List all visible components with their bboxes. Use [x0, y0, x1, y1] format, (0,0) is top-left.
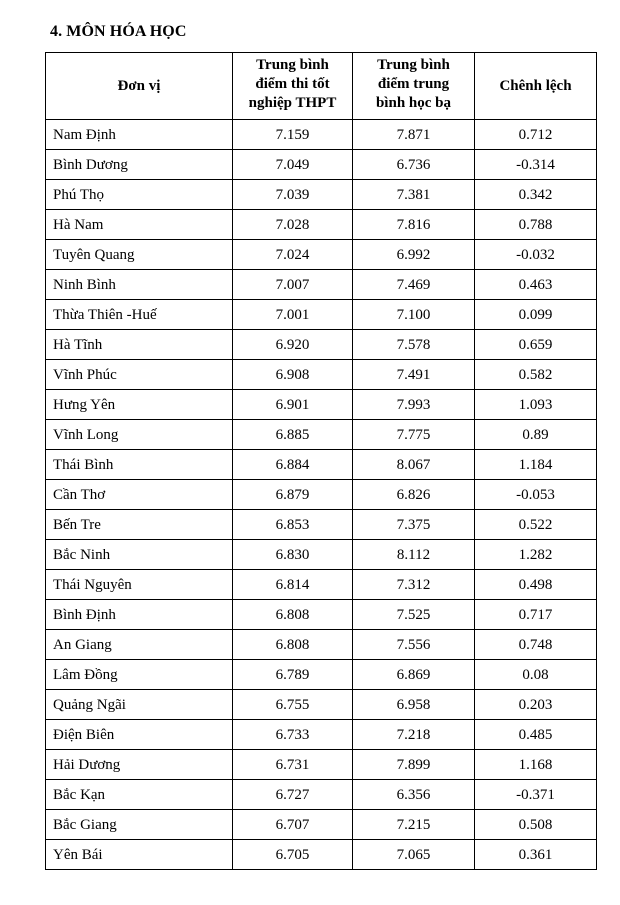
cell-transcript-average: 6.356: [353, 780, 475, 810]
cell-unit: Yên Bái: [46, 840, 233, 870]
cell-difference: 0.361: [475, 840, 597, 870]
cell-transcript-average: 7.215: [353, 810, 475, 840]
cell-difference: 0.498: [475, 570, 597, 600]
cell-difference: 0.788: [475, 210, 597, 240]
cell-exam-average: 6.733: [233, 720, 353, 750]
cell-exam-average: 7.039: [233, 180, 353, 210]
header-transcript-line: bình học bạ: [375, 95, 452, 111]
header-transcript-average: [353, 53, 475, 120]
table-row: [46, 840, 597, 870]
cell-exam-average: 6.901: [233, 390, 353, 420]
cell-exam-average: 6.830: [233, 540, 353, 570]
table-row: [46, 660, 597, 690]
cell-difference: 0.748: [475, 630, 597, 660]
cell-exam-average: 7.001: [233, 300, 353, 330]
table-row: [46, 330, 597, 360]
cell-unit: Bắc Giang: [46, 810, 233, 840]
table-row: [46, 420, 597, 450]
table-row: [46, 150, 597, 180]
cell-unit: Tuyên Quang: [46, 240, 233, 270]
cell-exam-average: 7.028: [233, 210, 353, 240]
table-row: [46, 780, 597, 810]
cell-transcript-average: 7.469: [353, 270, 475, 300]
cell-transcript-average: 7.775: [353, 420, 475, 450]
cell-transcript-average: 7.218: [353, 720, 475, 750]
cell-transcript-average: 6.736: [353, 150, 475, 180]
cell-unit: Bình Định: [46, 600, 233, 630]
cell-transcript-average: 7.100: [353, 300, 475, 330]
table-row: [46, 540, 597, 570]
cell-exam-average: 7.049: [233, 150, 353, 180]
cell-difference: 0.099: [475, 300, 597, 330]
header-difference: [475, 53, 597, 120]
cell-transcript-average: 7.556: [353, 630, 475, 660]
cell-difference: -0.314: [475, 150, 597, 180]
cell-unit: Vĩnh Long: [46, 420, 233, 450]
cell-difference: 0.712: [475, 120, 597, 150]
table-row: [46, 360, 597, 390]
cell-unit: Bình Dương: [46, 150, 233, 180]
cell-transcript-average: 7.816: [353, 210, 475, 240]
score-table: [45, 52, 597, 870]
table-row: [46, 180, 597, 210]
cell-transcript-average: 7.375: [353, 510, 475, 540]
document-title: 4. MÔN HÓA HỌC: [50, 23, 187, 40]
cell-difference: 0.203: [475, 690, 597, 720]
cell-transcript-average: 7.899: [353, 750, 475, 780]
cell-difference: 1.282: [475, 540, 597, 570]
header-exam-line: Trung bình: [256, 57, 329, 73]
header-exam-line: nghiệp THPT: [248, 95, 337, 111]
cell-difference: -0.032: [475, 240, 597, 270]
cell-difference: 0.08: [475, 660, 597, 690]
table-row: [46, 480, 597, 510]
cell-unit: An Giang: [46, 630, 233, 660]
cell-difference: 0.522: [475, 510, 597, 540]
cell-difference: -0.371: [475, 780, 597, 810]
cell-difference: 0.342: [475, 180, 597, 210]
cell-transcript-average: 6.958: [353, 690, 475, 720]
table-body: [46, 120, 597, 870]
table-row: [46, 300, 597, 330]
table-row: [46, 270, 597, 300]
cell-transcript-average: 7.312: [353, 570, 475, 600]
cell-transcript-average: 8.067: [353, 450, 475, 480]
table-row: [46, 450, 597, 480]
table-row: [46, 810, 597, 840]
header-row: [46, 53, 597, 120]
cell-exam-average: 6.808: [233, 600, 353, 630]
cell-unit: Bến Tre: [46, 510, 233, 540]
cell-unit: Hà Nam: [46, 210, 233, 240]
header-transcript-line: điểm trung: [377, 76, 450, 92]
cell-transcript-average: 7.993: [353, 390, 475, 420]
cell-transcript-average: 7.578: [353, 330, 475, 360]
cell-difference: 0.508: [475, 810, 597, 840]
table-row: [46, 630, 597, 660]
header-difference-label: Chênh lệch: [499, 77, 572, 94]
cell-exam-average: 6.731: [233, 750, 353, 780]
cell-exam-average: 6.920: [233, 330, 353, 360]
cell-difference: 0.485: [475, 720, 597, 750]
cell-transcript-average: 8.112: [353, 540, 475, 570]
cell-difference: 0.582: [475, 360, 597, 390]
table-row: [46, 600, 597, 630]
cell-exam-average: 6.705: [233, 840, 353, 870]
cell-unit: Hà Tĩnh: [46, 330, 233, 360]
cell-unit: Cần Thơ: [46, 480, 233, 510]
cell-unit: Quảng Ngãi: [46, 690, 233, 720]
table-row: [46, 120, 597, 150]
cell-unit: Lâm Đồng: [46, 660, 233, 690]
table-row: [46, 690, 597, 720]
cell-unit: Hưng Yên: [46, 390, 233, 420]
cell-exam-average: 6.755: [233, 690, 353, 720]
cell-unit: Ninh Bình: [46, 270, 233, 300]
cell-exam-average: 6.908: [233, 360, 353, 390]
cell-exam-average: 6.727: [233, 780, 353, 810]
cell-difference: 0.89: [475, 420, 597, 450]
cell-unit: Điện Biên: [46, 720, 233, 750]
cell-transcript-average: 7.381: [353, 180, 475, 210]
cell-unit: Bắc Ninh: [46, 540, 233, 570]
cell-unit: Thái Nguyên: [46, 570, 233, 600]
cell-exam-average: 6.885: [233, 420, 353, 450]
table-row: [46, 570, 597, 600]
table-row: [46, 210, 597, 240]
cell-transcript-average: 7.491: [353, 360, 475, 390]
cell-transcript-average: 6.869: [353, 660, 475, 690]
cell-difference: 1.168: [475, 750, 597, 780]
cell-transcript-average: 6.826: [353, 480, 475, 510]
table-row: [46, 390, 597, 420]
table-row: [46, 750, 597, 780]
cell-exam-average: 6.707: [233, 810, 353, 840]
cell-exam-average: 7.024: [233, 240, 353, 270]
cell-exam-average: 6.884: [233, 450, 353, 480]
cell-exam-average: 6.853: [233, 510, 353, 540]
cell-unit: Bắc Kạn: [46, 780, 233, 810]
header-unit-label: Đơn vị: [117, 77, 161, 94]
table-row: [46, 720, 597, 750]
cell-difference: 1.093: [475, 390, 597, 420]
cell-difference: 0.659: [475, 330, 597, 360]
cell-transcript-average: 6.992: [353, 240, 475, 270]
cell-exam-average: 7.007: [233, 270, 353, 300]
cell-exam-average: 7.159: [233, 120, 353, 150]
cell-unit: Vĩnh Phúc: [46, 360, 233, 390]
cell-exam-average: 6.814: [233, 570, 353, 600]
header-unit: [46, 53, 233, 120]
cell-exam-average: 6.808: [233, 630, 353, 660]
cell-unit: Hải Dương: [46, 750, 233, 780]
cell-unit: Thái Bình: [46, 450, 233, 480]
cell-transcript-average: 7.871: [353, 120, 475, 150]
cell-transcript-average: 7.525: [353, 600, 475, 630]
table-header: [46, 53, 597, 120]
cell-difference: -0.053: [475, 480, 597, 510]
cell-exam-average: 6.879: [233, 480, 353, 510]
cell-unit: Phú Thọ: [46, 180, 233, 210]
header-exam-line: điểm thi tốt: [255, 76, 330, 92]
cell-difference: 0.463: [475, 270, 597, 300]
cell-unit: Thừa Thiên -Huế: [46, 300, 233, 330]
header-exam-average: [233, 53, 353, 120]
cell-exam-average: 6.789: [233, 660, 353, 690]
cell-difference: 1.184: [475, 450, 597, 480]
cell-difference: 0.717: [475, 600, 597, 630]
header-transcript-line: Trung bình: [377, 57, 450, 73]
table-row: [46, 240, 597, 270]
cell-transcript-average: 7.065: [353, 840, 475, 870]
table-row: [46, 510, 597, 540]
cell-unit: Nam Định: [46, 120, 233, 150]
